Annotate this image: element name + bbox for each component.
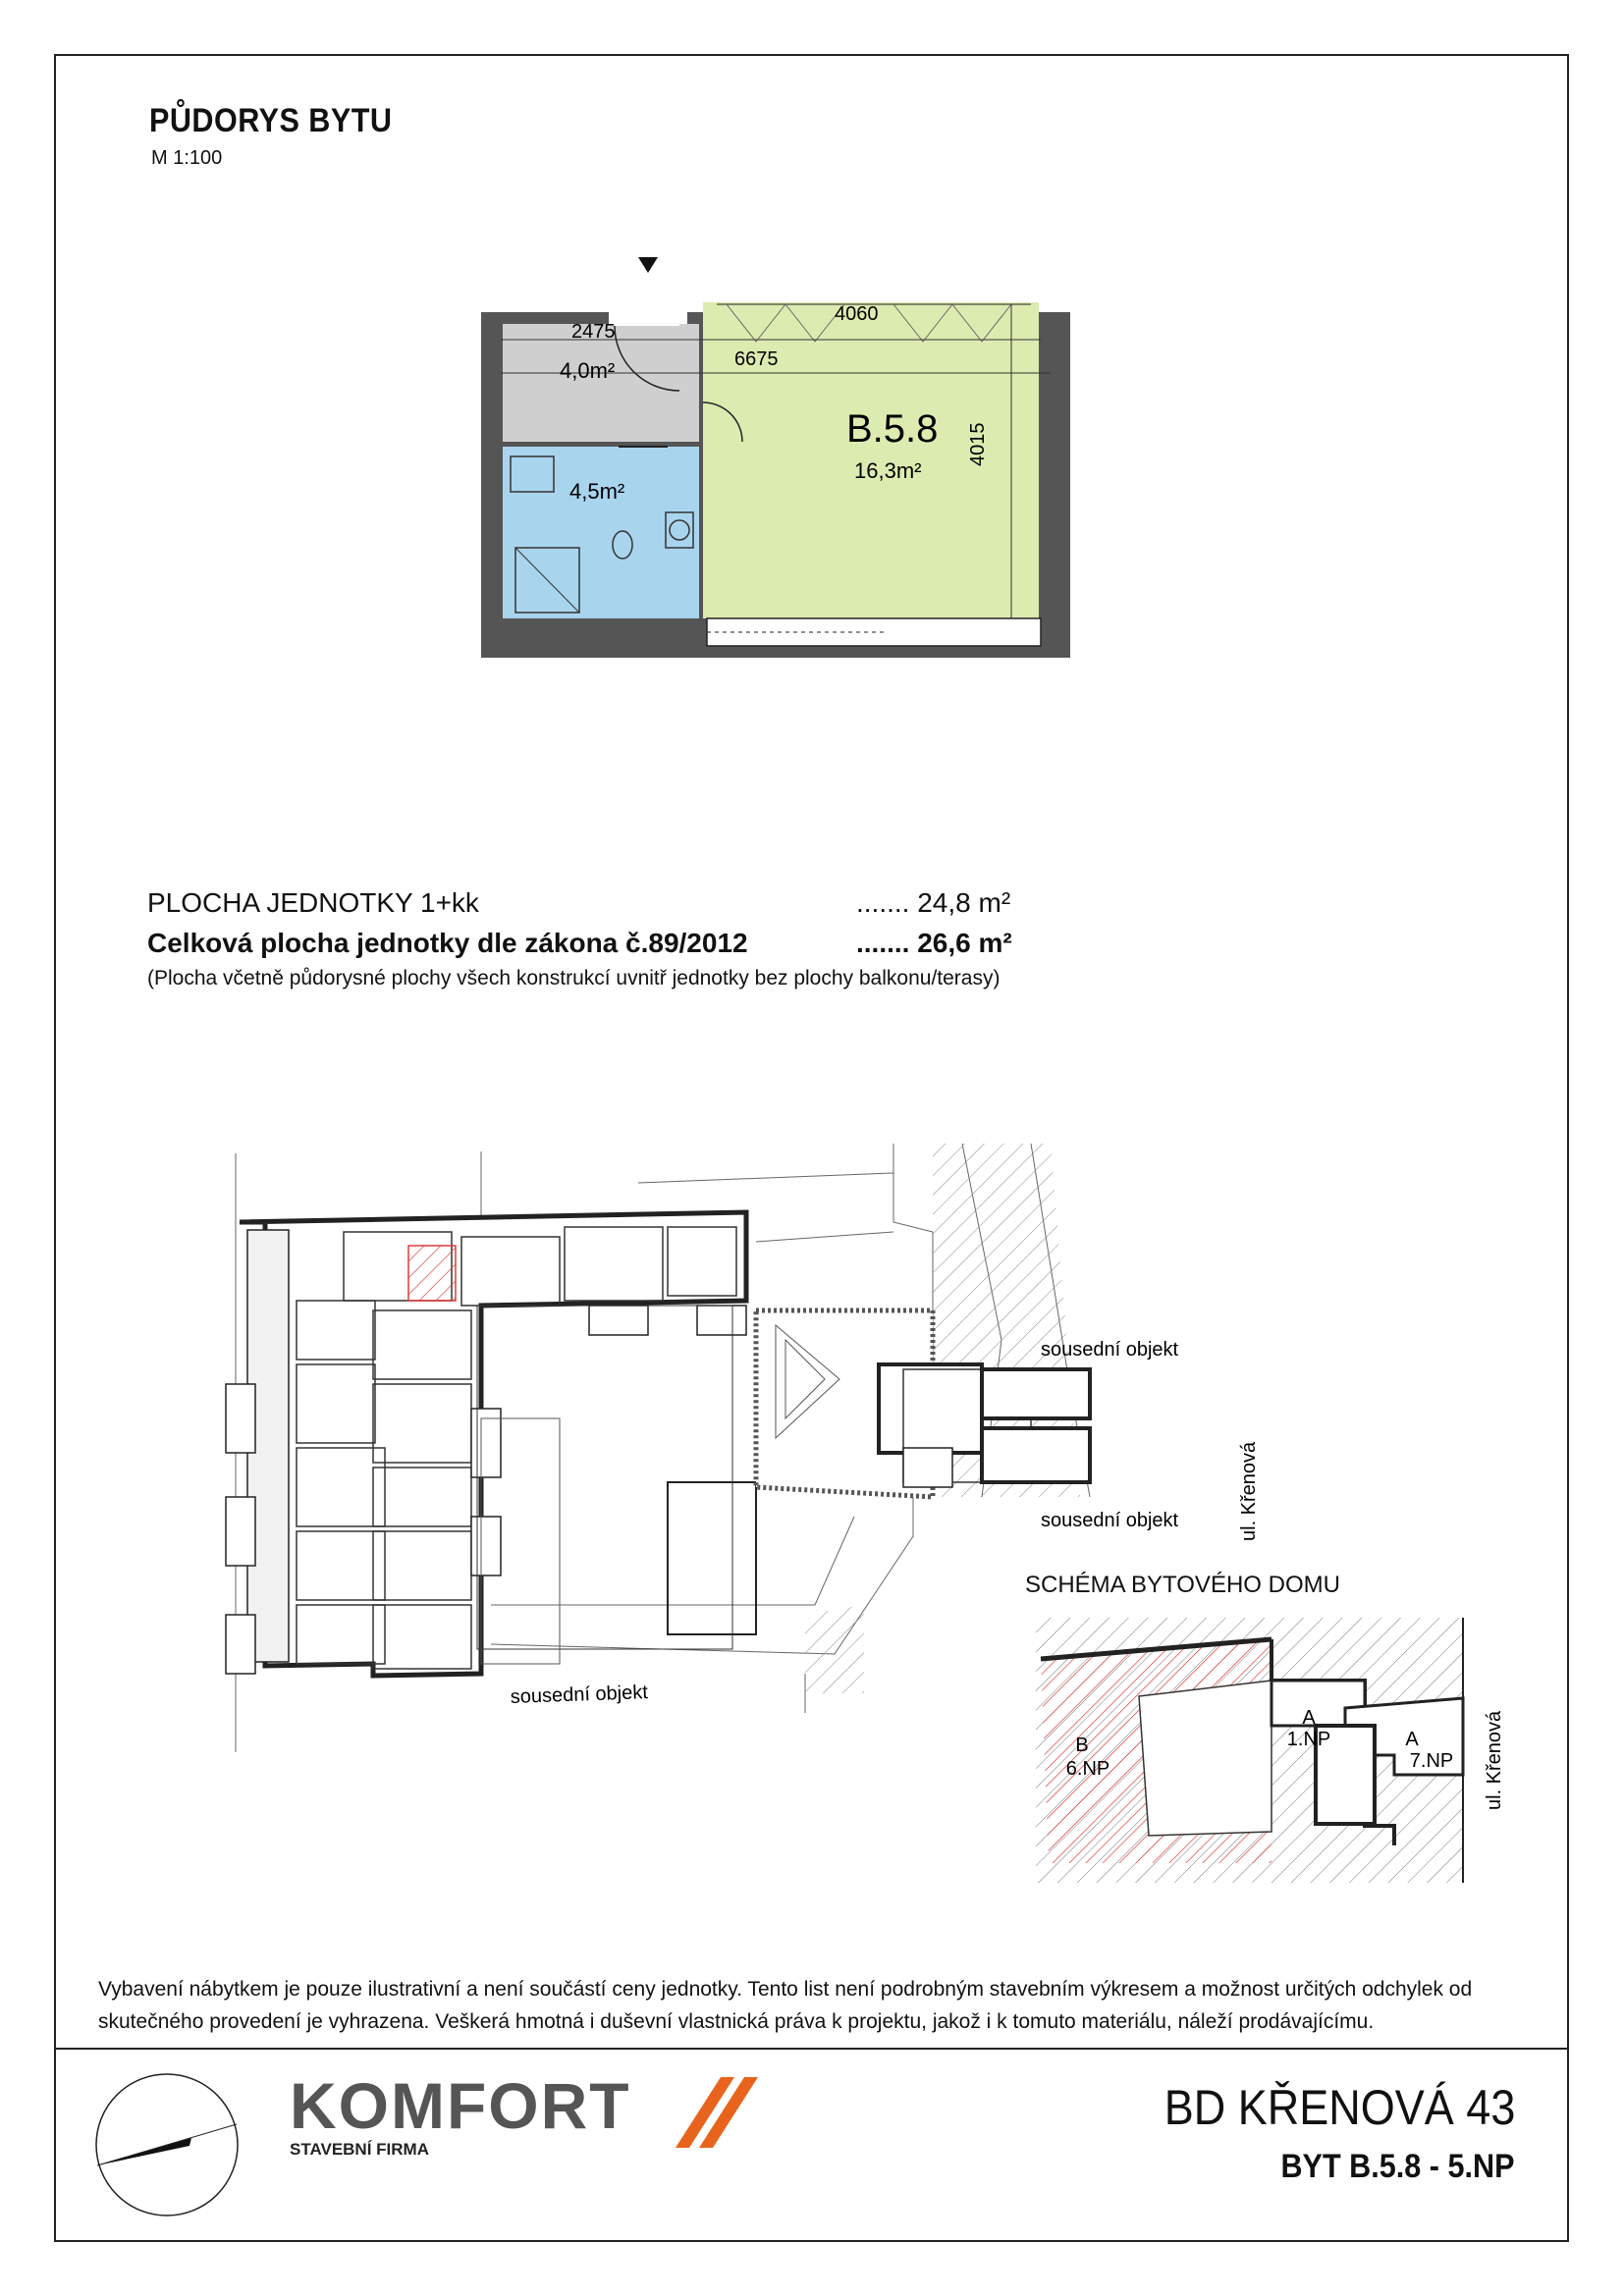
page-title: PŮDORYS BYTU [149,102,393,139]
block-label: A [1405,1729,1419,1750]
area-note: (Plocha včetně půdorysné plochy všech konstrukcí uvnitř jednotky bez plochy balkonu/terasy) [147,967,1001,989]
logo-slashes-icon [658,2073,776,2152]
courtyard-block [1139,1681,1271,1836]
highlighted-unit [408,1246,456,1301]
neighbour-label: sousední objekt [1041,1510,1179,1531]
block-label: 7.NP [1409,1750,1454,1772]
dimension-label: 4060 [835,303,879,325]
building-schema [1031,1618,1505,1883]
schema-title: SCHÉMA BYTOVÉHO DOMU [1025,1572,1340,1598]
north-arrow-icon [93,2071,241,2218]
dimension-label: 4015 [967,422,989,466]
logo-text: KOMFORT [290,2069,631,2142]
unit-area-label: PLOCHA JEDNOTKY 1+kk [147,887,479,918]
dimension-label: 6675 [734,348,779,370]
dimension-label: 2475 [571,321,616,343]
unit-area-value: ....... 24,8 m² [856,887,1011,918]
block-label: B [1075,1735,1089,1756]
footer-divider [54,2048,1569,2050]
company-logo [290,2069,631,2160]
unit-label: B.5.8 [846,407,939,451]
neighbour-label: sousední objekt [510,1682,649,1708]
unit-id: BYT B.5.8 - 5.NP [1280,2148,1515,2185]
street-label: ul. Křenová [1238,1441,1260,1541]
block-label: 6.NP [1065,1758,1110,1780]
block-label: 1.NP [1286,1729,1331,1750]
room-area: 4,0m² [560,358,616,383]
law-area-label: Celková plocha jednotky dle zákona č.89/2012 [147,928,748,958]
neighbour-label: sousední objekt [1041,1339,1179,1361]
law-area-value: ....... 26,6 m² [856,928,1012,958]
unit-floorplan [461,245,1070,658]
block-label: A [1302,1707,1316,1729]
room-area: 16,3m² [854,458,922,483]
street-label: ul. Křenová [1484,1710,1505,1810]
balcony [226,1384,255,1453]
room-area: 4,5m² [569,479,625,504]
scale-label: M 1:100 [151,147,223,169]
building-name: BD KŘENOVÁ 43 [1163,2080,1515,2135]
disclaimer: Vybavení nábytkem je pouze ilustrativní a není součástí ceny jednotky. Tento list není podrobným stavebním výkresem a možnost určitých odchylek od skutečného provedení je vyhrazena. Veškerá hmotná i duševní vlastnická práva k projektu, jakož i k tomuto materiálu, náleží prodávajícímu. [98,1978,1473,2033]
logo-subtitle: STAVEBNÍ FIRMA [290,2140,429,2159]
